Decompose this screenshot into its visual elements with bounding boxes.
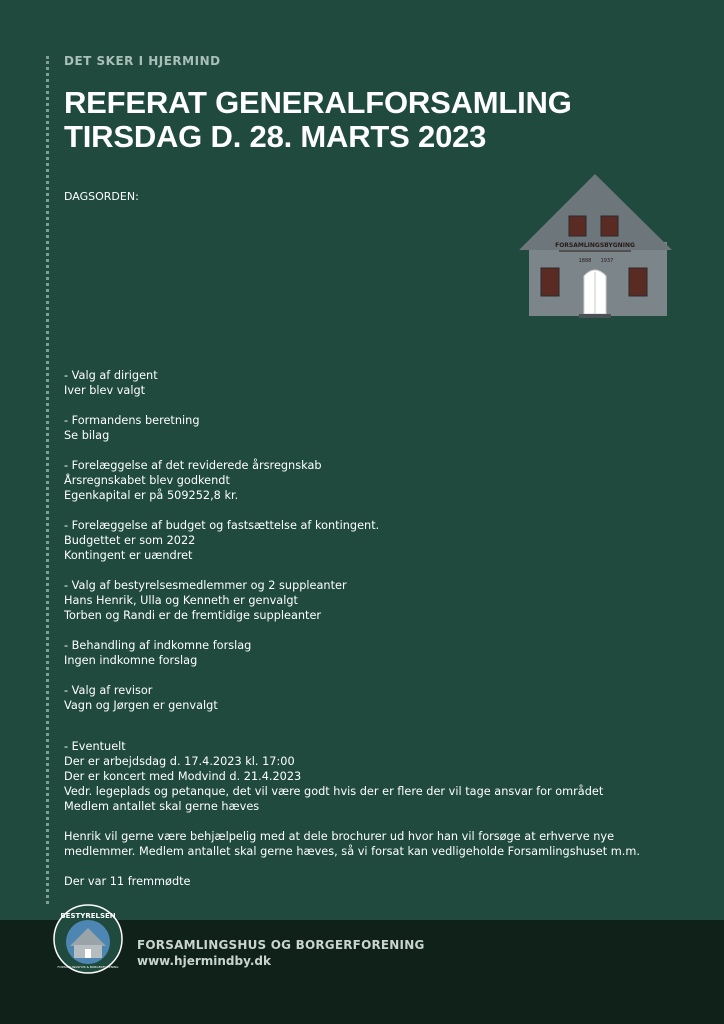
- bestyrelsen-badge-logo: [53, 904, 123, 974]
- agenda-item-note: Vedr. legeplads og petanque, det vil være godt hvis der er flere der vil tage ansvar for området: [64, 785, 604, 798]
- agenda-block: [64, 683, 674, 713]
- agenda-item-note: Egenkapital er på 509252,8 kr.: [64, 489, 239, 502]
- dotted-divider: [46, 56, 49, 904]
- agenda-block: [64, 739, 674, 814]
- badge-text: BESTYRELSEN: [60, 912, 116, 920]
- agenda-item-note: Hans Henrik, Ulla og Kenneth er genvalgt: [64, 594, 298, 607]
- agenda-item-note: Iver blev valgt: [64, 384, 146, 397]
- agenda-label: DAGSORDEN:: [64, 190, 139, 203]
- agenda-item-heading: - Valg af bestyrelsesmedlemmer og 2 suppleanter: [64, 579, 347, 592]
- footer-org-name: FORSAMLINGSHUS OG BORGERFORENING: [137, 938, 425, 952]
- agenda-block: [64, 458, 674, 503]
- agenda-block: [64, 829, 674, 859]
- badge-door: [85, 949, 91, 958]
- badge-subtext: FORSAMLINGSHUS & BORGERFORENING: [57, 965, 119, 969]
- section-kicker: DET SKER I HJERMIND: [64, 54, 221, 68]
- agenda-item-note: Årsregnskabet blev godkendt: [64, 474, 230, 487]
- agenda-item-heading: - Forelæggelse af budget og fastsættelse af kontingent.: [64, 519, 380, 532]
- agenda-item-note: Medlem antallet skal gerne hæves: [64, 800, 260, 813]
- agenda-item-heading: Henrik vil gerne være behjælpelig med at dele brochurer ud hvor han vil forsøge at erhverve nye: [64, 830, 615, 843]
- agenda-content: [64, 368, 674, 904]
- agenda-item-note: medlemmer. Medlem antallet skal gerne hæves, så vi forsat kan vedligeholde Forsamlingshuset m.m.: [64, 845, 640, 858]
- window-left: [541, 268, 559, 296]
- agenda-item-note: Vagn og Jørgen er genvalgt: [64, 699, 218, 712]
- house-sign-text: FORSAMLINGSBYGNING: [555, 242, 635, 249]
- house-roof: [519, 174, 672, 250]
- agenda-item-heading: - Valg af dirigent: [64, 369, 158, 382]
- door-step: [579, 314, 611, 318]
- attic-window-right: [601, 216, 618, 236]
- agenda-item-note: Ingen indkomne forslag: [64, 654, 198, 667]
- agenda-item-note: Budgettet er som 2022: [64, 534, 196, 547]
- footer-website-link[interactable]: www.hjermindby.dk: [137, 954, 271, 968]
- agenda-item-heading: - Formandens beretning: [64, 414, 200, 427]
- agenda-block: [64, 578, 674, 623]
- title-line-1: REFERAT GENERALFORSAMLING: [64, 85, 572, 120]
- assembly-house-illustration: [517, 172, 674, 322]
- window-right: [629, 268, 647, 296]
- agenda-block: [64, 874, 674, 889]
- agenda-item-note: Se bilag: [64, 429, 110, 442]
- agenda-item-heading: - Valg af revisor: [64, 684, 153, 697]
- attic-window-left: [569, 216, 586, 236]
- agenda-block: [64, 368, 674, 398]
- agenda-item-heading: - Forelæggelse af det reviderede årsregnskab: [64, 459, 322, 472]
- page-title: [64, 86, 624, 154]
- agenda-item-heading: - Eventuelt: [64, 740, 126, 753]
- agenda-block: [64, 638, 674, 668]
- year-right: 1937: [600, 258, 614, 264]
- agenda-item-note: Torben og Randi er de fremtidige suppleanter: [64, 609, 322, 622]
- agenda-block: [64, 413, 674, 443]
- agenda-item-heading: Der var 11 fremmødte: [64, 875, 191, 888]
- agenda-item-note: Der er koncert med Modvind d. 21.4.2023: [64, 770, 302, 783]
- year-left: 1888: [578, 258, 592, 264]
- agenda-item-note: Kontingent er uændret: [64, 549, 193, 562]
- agenda-item-note: Der er arbejdsdag d. 17.4.2023 kl. 17:00: [64, 755, 295, 768]
- title-line-2: TIRSDAG D. 28. MARTS 2023: [64, 119, 487, 154]
- agenda-block: [64, 518, 674, 563]
- agenda-item-heading: - Behandling af indkomne forslag: [64, 639, 252, 652]
